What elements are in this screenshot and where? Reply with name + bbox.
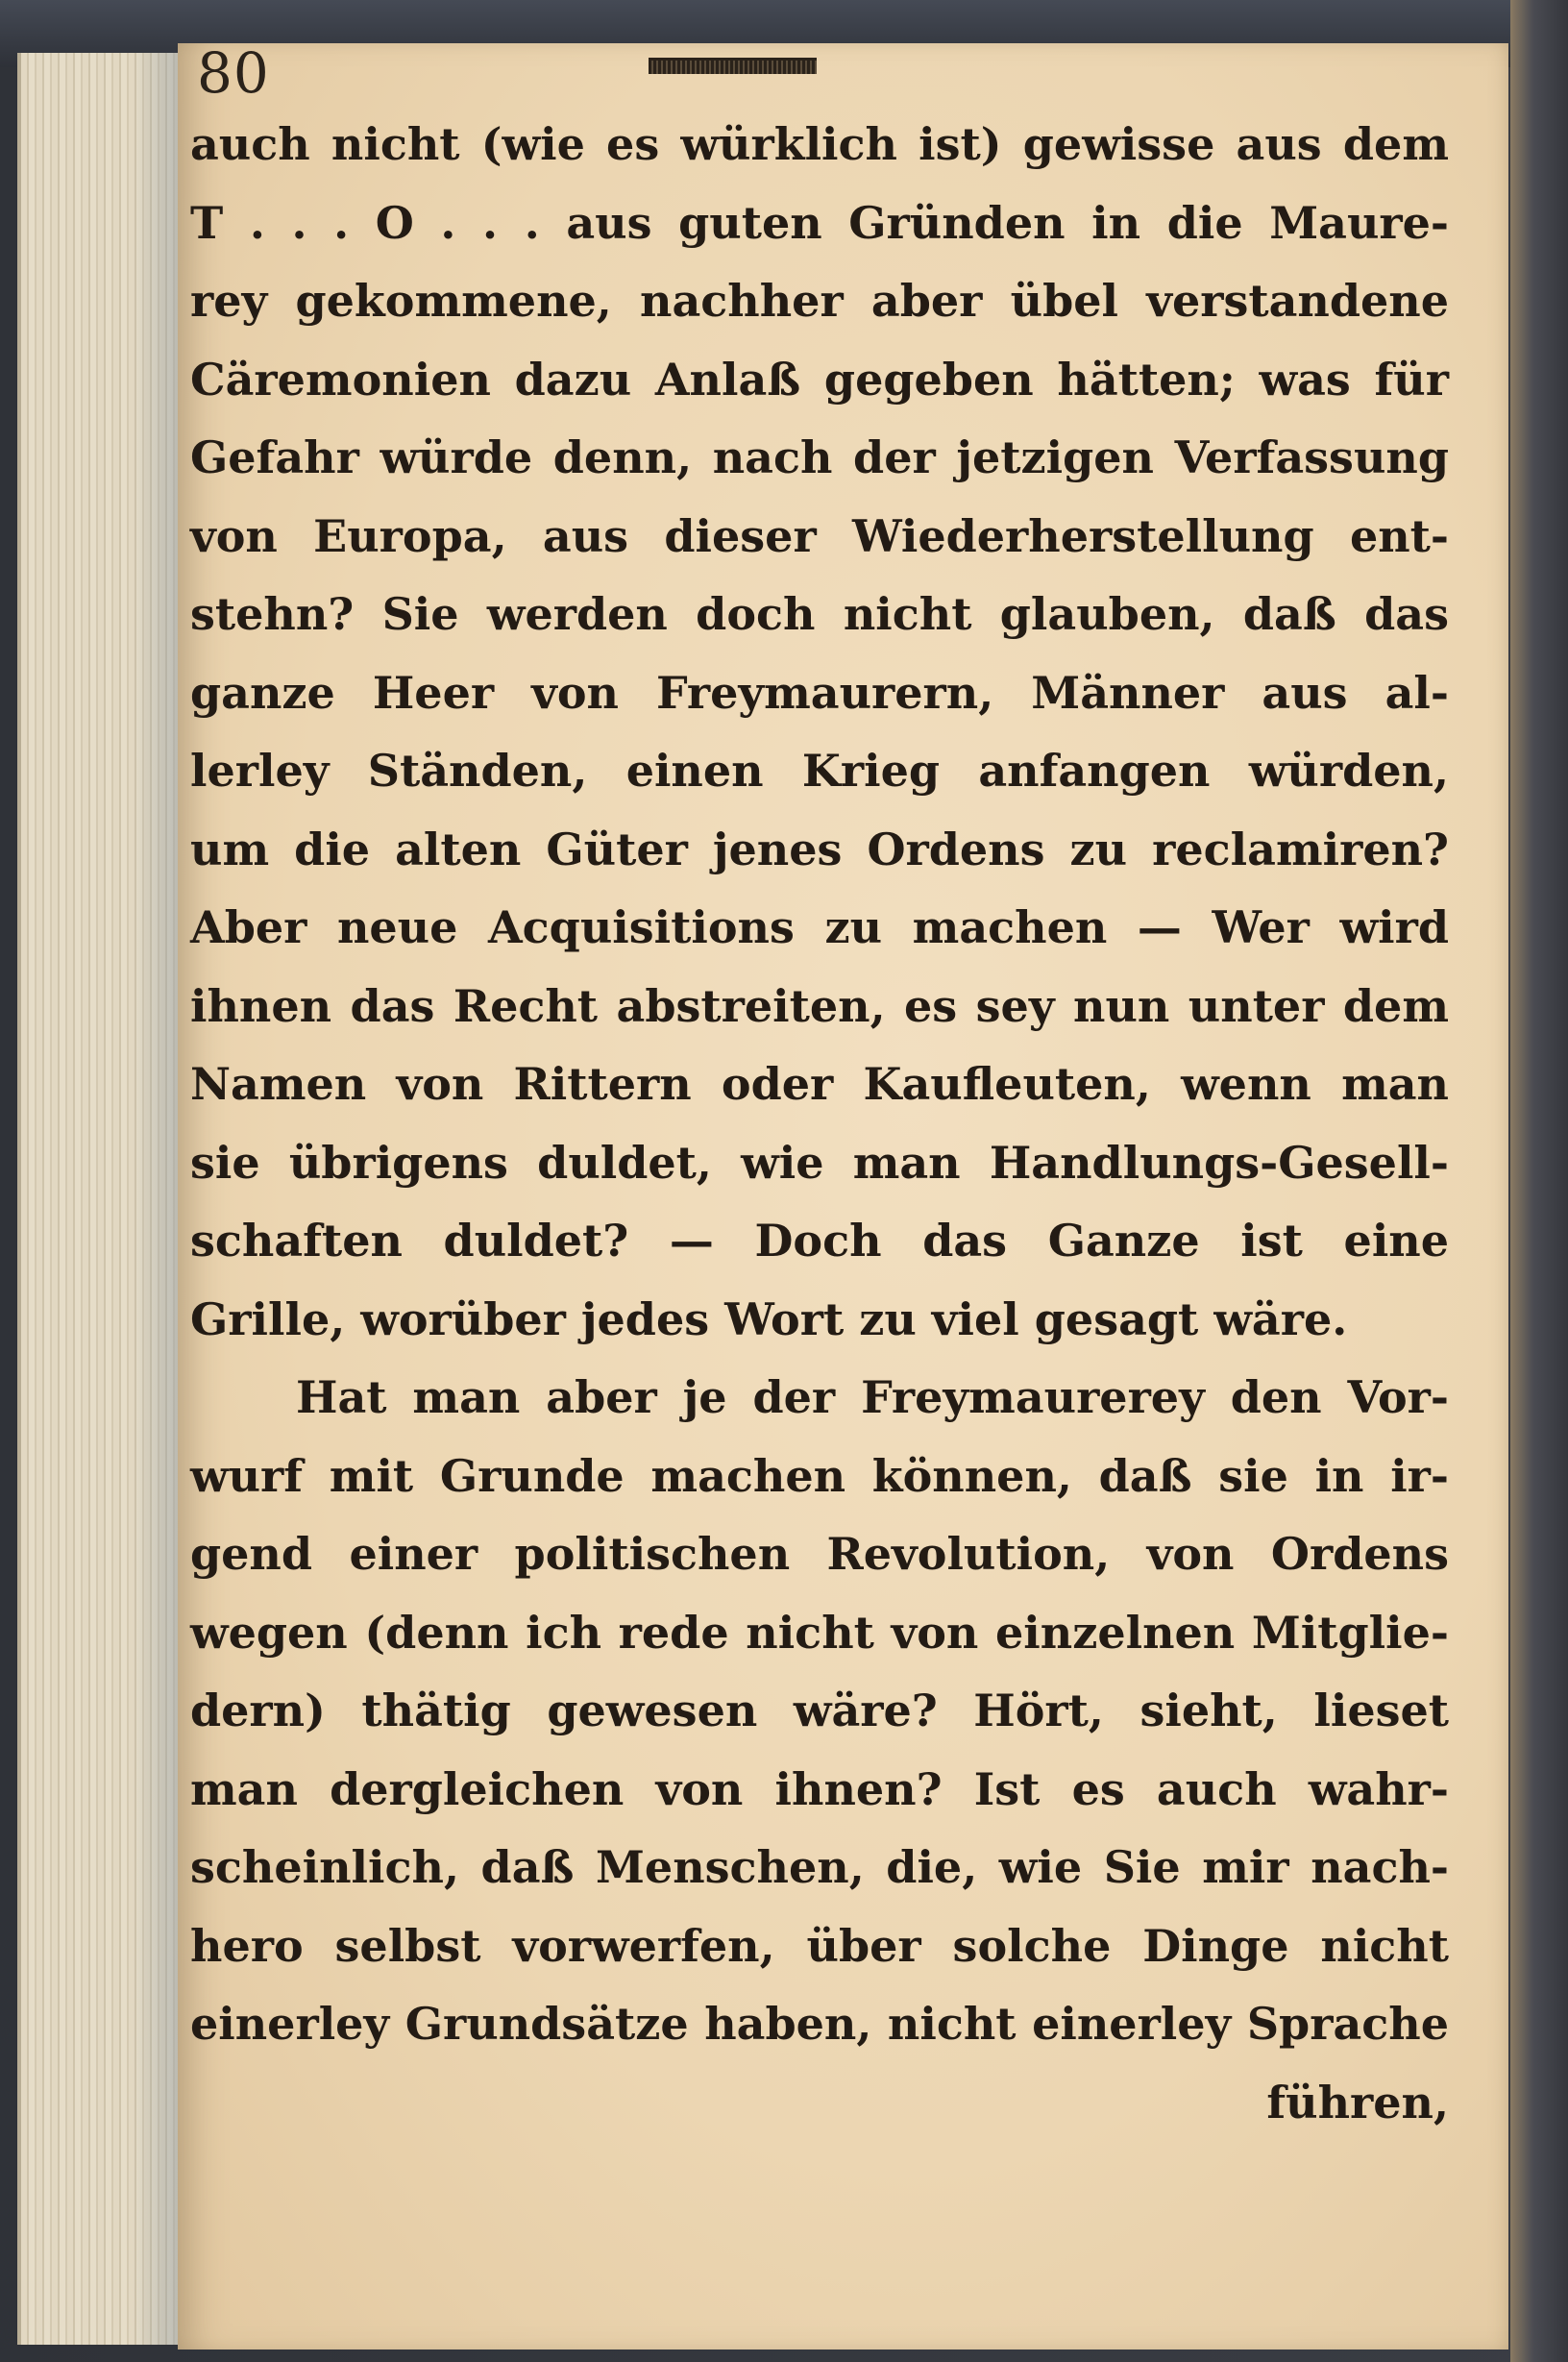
body-text (190, 106, 1449, 2142)
page-number: 80 (197, 40, 270, 106)
text-line: Aber neue Acquisitions zu machen — Wer wird (190, 901, 1449, 953)
text-line: Cäremonien dazu Anlaß gegeben hätten; was für (190, 353, 1449, 406)
text-line: wegen (denn ich rede nicht von einzelnen Mitglie- (190, 1606, 1449, 1659)
text-line: ihnen das Recht abstreiten, es sey nun unter dem (190, 979, 1449, 1032)
text-line: gend einer politischen Revolution, von Ordens (190, 1528, 1449, 1580)
text-line: stehn? Sie werden doch nicht glauben, daß das (190, 588, 1449, 640)
text-line: man dergleichen von ihnen? Ist es auch wahr- (190, 1762, 1449, 1815)
text-line: lerley Ständen, einen Krieg anfangen würden, (190, 745, 1449, 797)
text-line: wurf mit Grunde machen können, daß sie in ir- (190, 1449, 1449, 1502)
text-line: hero selbst vorwerfen, über solche Dinge nicht (190, 1919, 1449, 1972)
text-line: schaften duldet? — Doch das Ganze ist eine (190, 1215, 1449, 1267)
page-edges (17, 53, 189, 2345)
text-line: von Europa, aus dieser Wiederherstellung ent- (190, 509, 1449, 562)
text-line: einerley Grundsätze haben, nicht einerley Sprache (190, 1998, 1449, 2050)
book-cover-right (1510, 0, 1568, 2362)
text-line: Gefahr würde denn, nach der jetzigen Verfassung (190, 431, 1449, 483)
text-line: Grille, worüber jedes Wort zu viel gesagt wäre. (190, 1292, 1348, 1345)
text-line: rey gekommene, nachher aber übel verstandene (190, 275, 1449, 327)
text-line: scheinlich, daß Menschen, die, wie Sie mir nach- (190, 1841, 1449, 1893)
text-line: dern) thätig gewesen wäre? Hört, sieht, lieset (190, 1685, 1449, 1736)
text-line: um die alten Güter jenes Ordens zu reclamiren? (190, 823, 1449, 875)
catchword: führen, (1266, 2076, 1449, 2128)
text-line: sie übrigens duldet, wie man Handlungs-Gesell- (190, 1136, 1449, 1189)
text-line: T . . . O . . . aus guten Gründen in die Maure- (190, 196, 1449, 249)
text-line: Namen von Rittern oder Kaufleuten, wenn man (190, 1058, 1449, 1110)
paragraph-start-line: Hat man aber je der Freymaurerey den Vor- (296, 1371, 1449, 1423)
text-line: auch nicht (wie es würklich ist) gewisse aus dem (190, 118, 1449, 170)
header-ornament-rule (649, 58, 817, 74)
text-line: ganze Heer von Freymaurern, Männer aus al- (190, 666, 1449, 719)
